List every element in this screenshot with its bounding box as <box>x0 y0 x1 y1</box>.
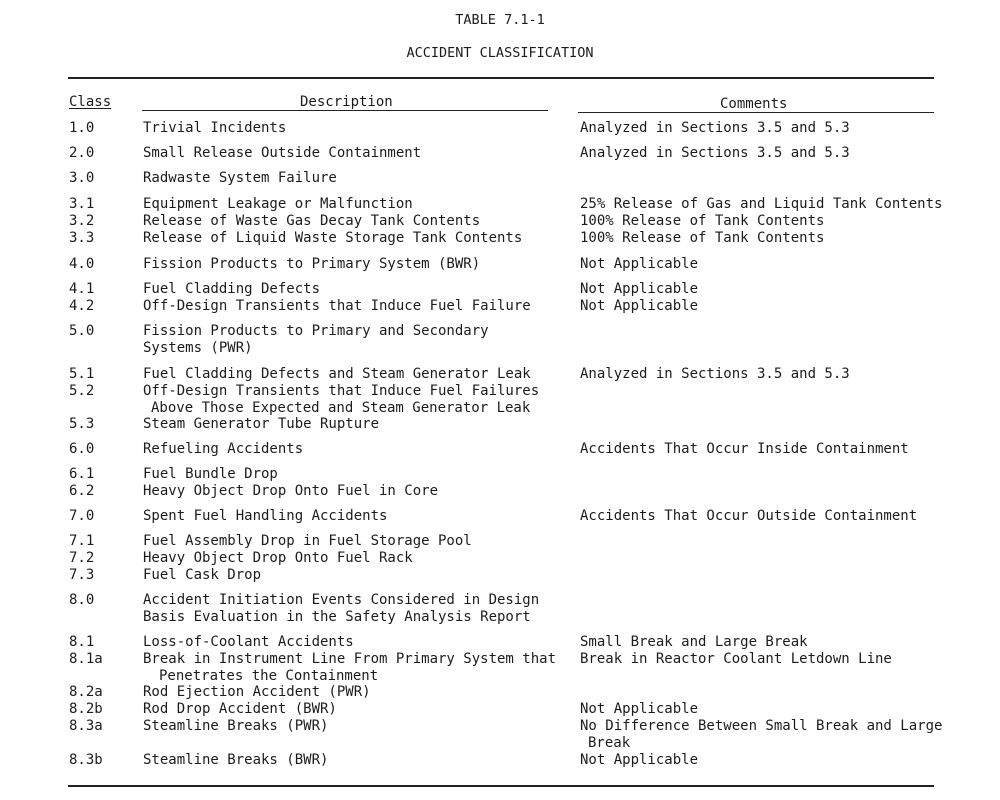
row-description: Off-Design Transients that Induce Fuel Failure <box>143 298 531 314</box>
row-class: 3.0 <box>69 170 95 186</box>
row-class: 5.1 <box>69 366 95 382</box>
row-class: 3.1 <box>69 196 95 212</box>
header-class: Class <box>69 94 112 110</box>
row-class: 8.2a <box>69 684 103 700</box>
row-comment: 100% Release of Tank Contents <box>580 213 825 229</box>
row-description: Steamline Breaks (BWR) <box>143 752 329 768</box>
row-description: Radwaste System Failure <box>143 170 337 186</box>
row-description: Off-Design Transients that Induce Fuel Failures <box>143 383 540 399</box>
row-class: 5.3 <box>69 416 95 432</box>
row-description: Fission Products to Primary and Secondary <box>143 323 489 339</box>
row-description: Fuel Bundle Drop <box>143 466 278 482</box>
row-comment: Not Applicable <box>580 298 699 314</box>
row-description: Release of Waste Gas Decay Tank Contents <box>143 213 481 229</box>
row-class: 5.2 <box>69 383 95 399</box>
table-number: TABLE 7.1-1 <box>455 12 545 28</box>
row-class: 4.2 <box>69 298 95 314</box>
row-class: 4.1 <box>69 281 95 297</box>
row-comment: Analyzed in Sections 3.5 and 5.3 <box>580 145 850 161</box>
row-comment: Not Applicable <box>580 701 699 717</box>
row-comment: No Difference Between Small Break and Large <box>580 718 943 734</box>
row-description: Above Those Expected and Steam Generator Leak <box>151 400 531 416</box>
row-comment: Accidents That Occur Outside Containment <box>580 508 918 524</box>
row-comment: Not Applicable <box>580 256 699 272</box>
row-description: Systems (PWR) <box>143 340 253 356</box>
row-comment: Accidents That Occur Inside Containment <box>580 441 909 457</box>
row-class: 8.1 <box>69 634 95 650</box>
row-comment: Small Break and Large Break <box>580 634 808 650</box>
row-class: 5.0 <box>69 323 95 339</box>
table-title: ACCIDENT CLASSIFICATION <box>406 45 594 61</box>
row-class: 2.0 <box>69 145 95 161</box>
row-comment: Break <box>588 735 631 751</box>
row-description: Rod Drop Accident (BWR) <box>143 701 337 717</box>
row-description: Steam Generator Tube Rupture <box>143 416 380 432</box>
row-class: 6.1 <box>69 466 95 482</box>
row-description: Fission Products to Primary System (BWR) <box>143 256 481 272</box>
row-class: 8.1a <box>69 651 103 667</box>
header-comments: Comments <box>720 96 788 112</box>
row-class: 7.1 <box>69 533 95 549</box>
row-description: Loss-of-Coolant Accidents <box>143 634 354 650</box>
row-comment: Break in Reactor Coolant Letdown Line <box>580 651 892 667</box>
row-description: Heavy Object Drop Onto Fuel Rack <box>143 550 413 566</box>
row-description: Penetrates the Containment <box>159 668 379 684</box>
row-class: 7.0 <box>69 508 95 524</box>
row-comment: 100% Release of Tank Contents <box>580 230 825 246</box>
header-description: Description <box>300 94 393 110</box>
description-header-rule <box>142 110 548 111</box>
row-class: 7.2 <box>69 550 95 566</box>
row-class: 8.2b <box>69 701 103 717</box>
row-comment: Analyzed in Sections 3.5 and 5.3 <box>580 120 850 136</box>
row-description: Fuel Cask Drop <box>143 567 262 583</box>
row-description: Refueling Accidents <box>143 441 304 457</box>
row-class: 6.0 <box>69 441 95 457</box>
row-description: Basis Evaluation in the Safety Analysis Report <box>143 609 531 625</box>
row-comment: 25% Release of Gas and Liquid Tank Contents <box>580 196 943 212</box>
row-description: Fuel Cladding Defects <box>143 281 321 297</box>
row-description: Trivial Incidents <box>143 120 287 136</box>
row-class: 3.2 <box>69 213 95 229</box>
row-comment: Analyzed in Sections 3.5 and 5.3 <box>580 366 850 382</box>
top-rule <box>68 77 934 79</box>
row-description: Accident Initiation Events Considered in Design <box>143 592 540 608</box>
row-description: Fuel Assembly Drop in Fuel Storage Pool <box>143 533 472 549</box>
row-description: Small Release Outside Containment <box>143 145 422 161</box>
bottom-rule <box>68 785 934 787</box>
row-description: Heavy Object Drop Onto Fuel in Core <box>143 483 439 499</box>
row-class: 3.3 <box>69 230 95 246</box>
row-class: 7.3 <box>69 567 95 583</box>
row-description: Spent Fuel Handling Accidents <box>143 508 388 524</box>
row-description: Fuel Cladding Defects and Steam Generator Leak <box>143 366 531 382</box>
row-comment: Not Applicable <box>580 281 699 297</box>
row-description: Steamline Breaks (PWR) <box>143 718 329 734</box>
comments-header-rule <box>578 112 934 113</box>
row-description: Rod Ejection Accident (PWR) <box>143 684 371 700</box>
row-description: Break in Instrument Line From Primary System that <box>143 651 557 667</box>
row-class: 1.0 <box>69 120 95 136</box>
row-description: Release of Liquid Waste Storage Tank Contents <box>143 230 523 246</box>
row-class: 4.0 <box>69 256 95 272</box>
row-class: 8.3a <box>69 718 103 734</box>
row-class: 8.3b <box>69 752 103 768</box>
row-class: 8.0 <box>69 592 95 608</box>
row-comment: Not Applicable <box>580 752 699 768</box>
row-description: Equipment Leakage or Malfunction <box>143 196 413 212</box>
row-class: 6.2 <box>69 483 95 499</box>
